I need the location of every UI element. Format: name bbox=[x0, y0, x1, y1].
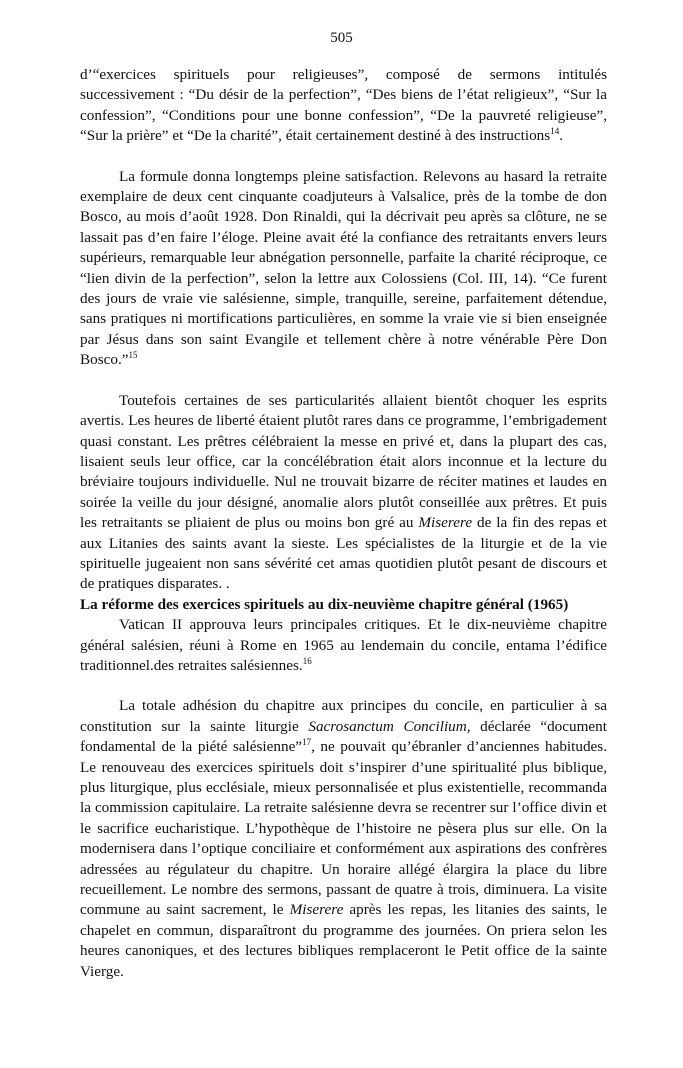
footnote-ref-14: 14 bbox=[550, 126, 560, 137]
paragraph-text: La totale adhésion du chapitre aux principes du concile, en particulier à sa constitution sur la sainte liturgie bbox=[80, 697, 607, 735]
italic-term: Miserere bbox=[289, 901, 344, 919]
paragraph-3 bbox=[80, 391, 607, 595]
page-number: 505 bbox=[330, 30, 353, 46]
italic-term: Miserere bbox=[418, 514, 473, 532]
paragraph-1 bbox=[80, 65, 607, 147]
paragraph-text: d’“exercices spirituels pour religieuses”, composé de sermons intitulés successivement : “Du désir de la perfection”, “Des biens de l’état religieux”, “Sur la confession”, “Conditions pour une bonne confession”, “De la pauvreté religieuse”, “Sur la prière” et “De la charité”, était certainement destiné à des instructions bbox=[80, 66, 607, 145]
italic-title: Sacrosanctum Concilium bbox=[308, 717, 467, 735]
paragraph-text: Toutefois certaines de ses particularités allaient bientôt choquer les esprits avertis. Les heures de liberté étaient plutôt rares dans ce programme, l’embrigadement quasi constant. Les prêtres célébraient la messe en privé et, dans la plupart des cas, lisaient seuls leur office, car la concélébration était alors inconnue et la lecture du bréviaire toujours individuelle. Nul ne trouvait bizarre de réciter matines et laudes en soirée la veille du jour désigné, anomalie alors plutôt conseillée aux prêtres. Et puis les retraitants se pliaient de plus ou moins bon gré au bbox=[80, 391, 607, 532]
paragraph-5 bbox=[80, 696, 607, 982]
footnote-ref-17: 17 bbox=[302, 737, 312, 748]
paragraph-2 bbox=[80, 167, 607, 371]
paragraph-text: après les repas, les litanies des saints, le chapelet en commun, disparaîtront du programme des journées. On priera selon les heures canoniques, et des lectures bibliques remplaceront le Petit office de la sainte Vierge. bbox=[80, 901, 607, 980]
paragraph-text: , déclarée “document fondamental de la piété salésienne” bbox=[80, 717, 607, 756]
paragraph-text: Vatican II approuva leurs principales critiques. Et le dix-neuvième chapitre général salésien, réuni à Rome en 1965 au lendemain du concile, entama l’édifice traditionnel.des retraites salésiennes. bbox=[80, 616, 607, 674]
paragraph-4 bbox=[80, 615, 607, 676]
paragraph-text: de la fin des repas et aux Litanies des saints avant la sieste. Les spécialistes de la liturgie et de la vie spirituelle jugeaient non sans sévérité cet amas quotidien plutôt pesant de discours et de pratiques disparates. . bbox=[80, 514, 607, 593]
section-heading: La réforme des exercices spirituels au dix-neuvième chapitre général (1965) bbox=[80, 595, 569, 613]
paragraph-text: La formule donna longtemps pleine satisfaction. Relevons au hasard la retraite exemplaire de deux cent cinquante coadjuteurs à Valsalice, près de la tombe de don Bosco, au mois d’août 1928. Don Rinaldi, qui la décrivait peu après sa clôture, ne se lassait pas d’en faire l’éloge. Pleine avait été la confiance des retraitants envers leurs supérieurs, remarquable leur abnégation personnelle, parfaite la charité réciproque, ce “lien divin de la perfection”, selon la lettre aux Colossiens (Col. III, 14). “Ce furent des jours de vraie vie salésienne, simple, tranquille, sereine, parfaitement détendue, sans pratiques ni mortifications particulières, en somme la vraie vie si bien enseignée par Jésus dans son saint Evangile et tellement chère à notre vénérable Père Don Bosco.” bbox=[80, 167, 607, 369]
paragraph-text: , ne pouvait qu’ébranler d’anciennes habitudes. Le renouveau des exercices spirituels doit s’inspirer d’une spiritualité plus biblique, plus liturgique, plus ecclésiale, mieux personnalisée et plus existentielle, recommanda la commission capitulaire. La retraite salésienne devra se recentrer sur l’office divin et le sacrifice eucharistique. L’hypothèque de l’histoire ne pèsera plus sur elle. On la modernisera dans l’optique conciliaire et conformément aux aspirations des confrères adressées au régulateur du chapitre. Un horaire allégé élargira la place du libre recueillement. Le nombre des sermons, passant de quatre à trois, diminuera. La visite commune au saint sacrement, le bbox=[80, 738, 607, 919]
paragraph-text: . bbox=[559, 127, 563, 145]
footnote-ref-16: 16 bbox=[302, 655, 312, 666]
body-text bbox=[80, 65, 607, 982]
footnote-ref-15: 15 bbox=[128, 350, 138, 361]
